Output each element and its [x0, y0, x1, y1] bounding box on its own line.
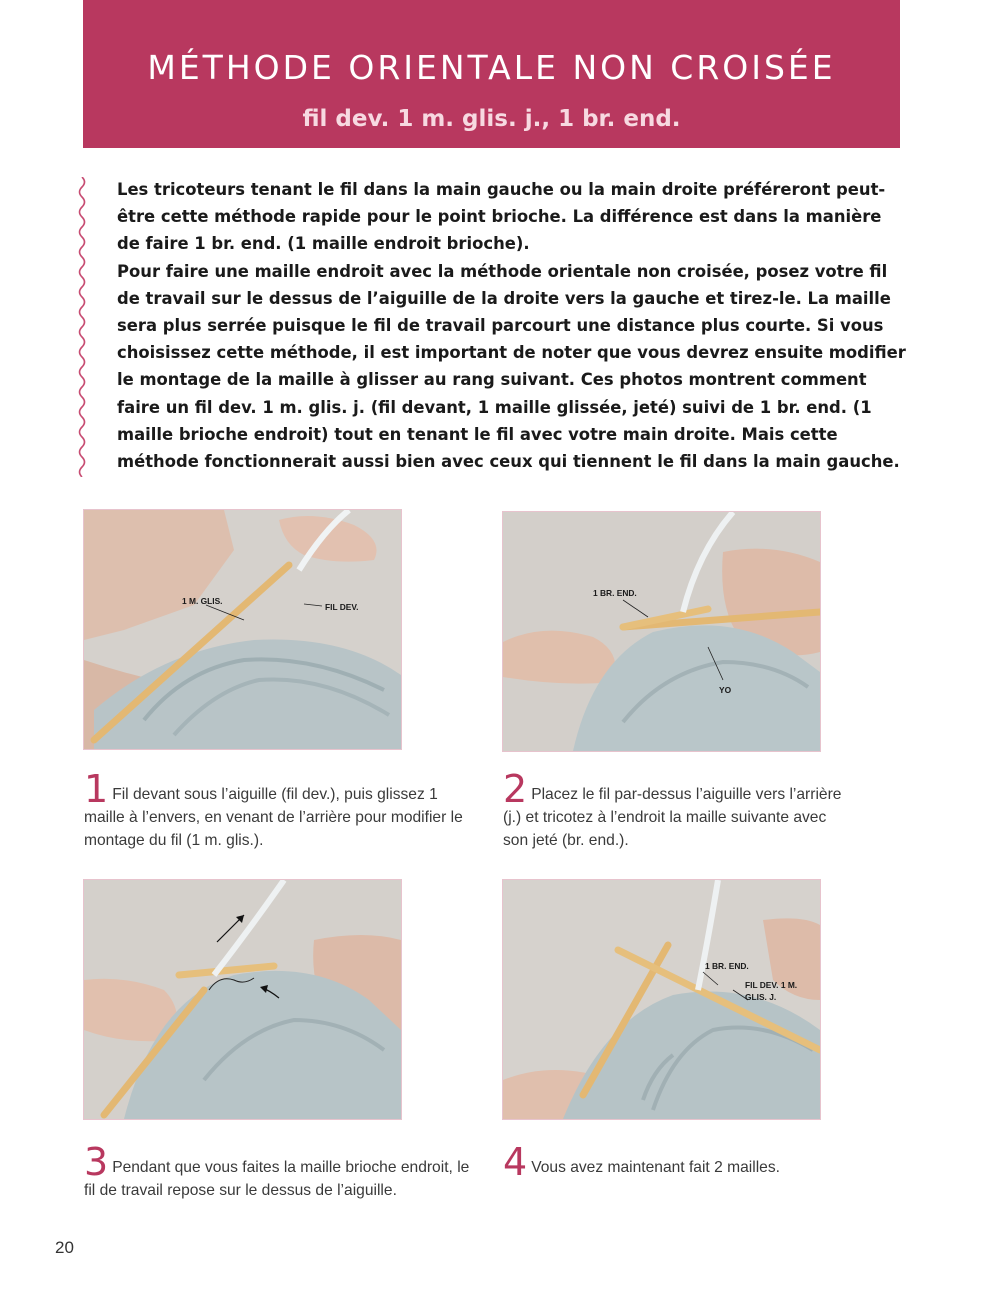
page-title: MÉTHODE ORIENTALE NON CROISÉE: [147, 48, 836, 87]
page-subtitle: fil dev. 1 m. glis. j., 1 br. end.: [302, 106, 681, 132]
step-2-photo: [502, 511, 821, 752]
step-4-photo: [502, 879, 821, 1120]
step-3-text: Pendant que vous faites la maille brioche endroit, le fil de travail repose sur le dessus de l’aiguille.: [84, 1159, 470, 1199]
step-1-photo: [83, 509, 402, 750]
label-fil-dev: FIL DEV.: [325, 602, 359, 612]
step-2-text: Placez le fil par-dessus l’aiguille vers l’arrière (j.) et tricotez à l’endroit la maille suivante avec son jeté (br. end.).: [503, 786, 842, 849]
page-number: 20: [55, 1238, 74, 1257]
step-2: [503, 767, 843, 852]
step-4-text: Vous avez maintenant fait 2 mailles.: [531, 1159, 780, 1176]
step-4-number: 4: [503, 1140, 528, 1184]
label-glis-j: GLIS. J.: [745, 992, 777, 1002]
step-1: [84, 767, 464, 852]
intro-text: [117, 176, 907, 475]
step-1-number: 1: [84, 767, 109, 811]
label-1-m-glis: 1 M. GLIS.: [182, 596, 223, 606]
label-fil-dev-1-m: FIL DEV. 1 M.: [745, 980, 798, 990]
step-4: [503, 1140, 843, 1184]
step-3-number: 3: [84, 1140, 109, 1184]
intro-paragraph-1: Les tricoteurs tenant le fil dans la main gauche ou la main droite préféreront peut-être cette méthode rapide pour le point brioche. La différence est dans la manière de faire 1 br. end. (1 maille endroit brioche).: [117, 180, 886, 254]
step-3: [84, 1140, 484, 1202]
label-1-br-end: 1 BR. END.: [593, 588, 637, 598]
label-yo: YO: [719, 685, 732, 695]
wavy-border-ornament: [76, 177, 88, 477]
step-2-number: 2: [503, 767, 528, 811]
label-1-br-end-4: 1 BR. END.: [705, 961, 749, 971]
step-1-text: Fil devant sous l’aiguille (fil dev.), puis glissez 1 maille à l’envers, en venant de l’arrière pour modifier le montage du fil (1 m. glis.).: [84, 786, 463, 849]
page-header: [83, 0, 900, 148]
intro-paragraph-2: Pour faire une maille endroit avec la méthode orientale non croisée, posez votre fil de travail sur le dessus de l’aiguille de la droite vers la gauche et tirez-le. La maille sera plus serrée puisque le fil de travail parcourt une distance plus courte. Si vous choisissez cette méthode, il est important de noter que vous devrez ensuite modifier le montage de la maille à glisser au rang suivant. Ces photos montrent comment faire un fil dev. 1 m. glis. j. (fil devant, 1 maille glissée, jeté) suivi de 1 br. end. (1 maille brioche endroit) tout en tenant le fil avec votre main droite. Mais cette méthode fonctionnerait aussi bien avec ceux qui tiennent le fil dans la main gauche.: [117, 261, 906, 472]
step-3-photo: [83, 879, 402, 1120]
